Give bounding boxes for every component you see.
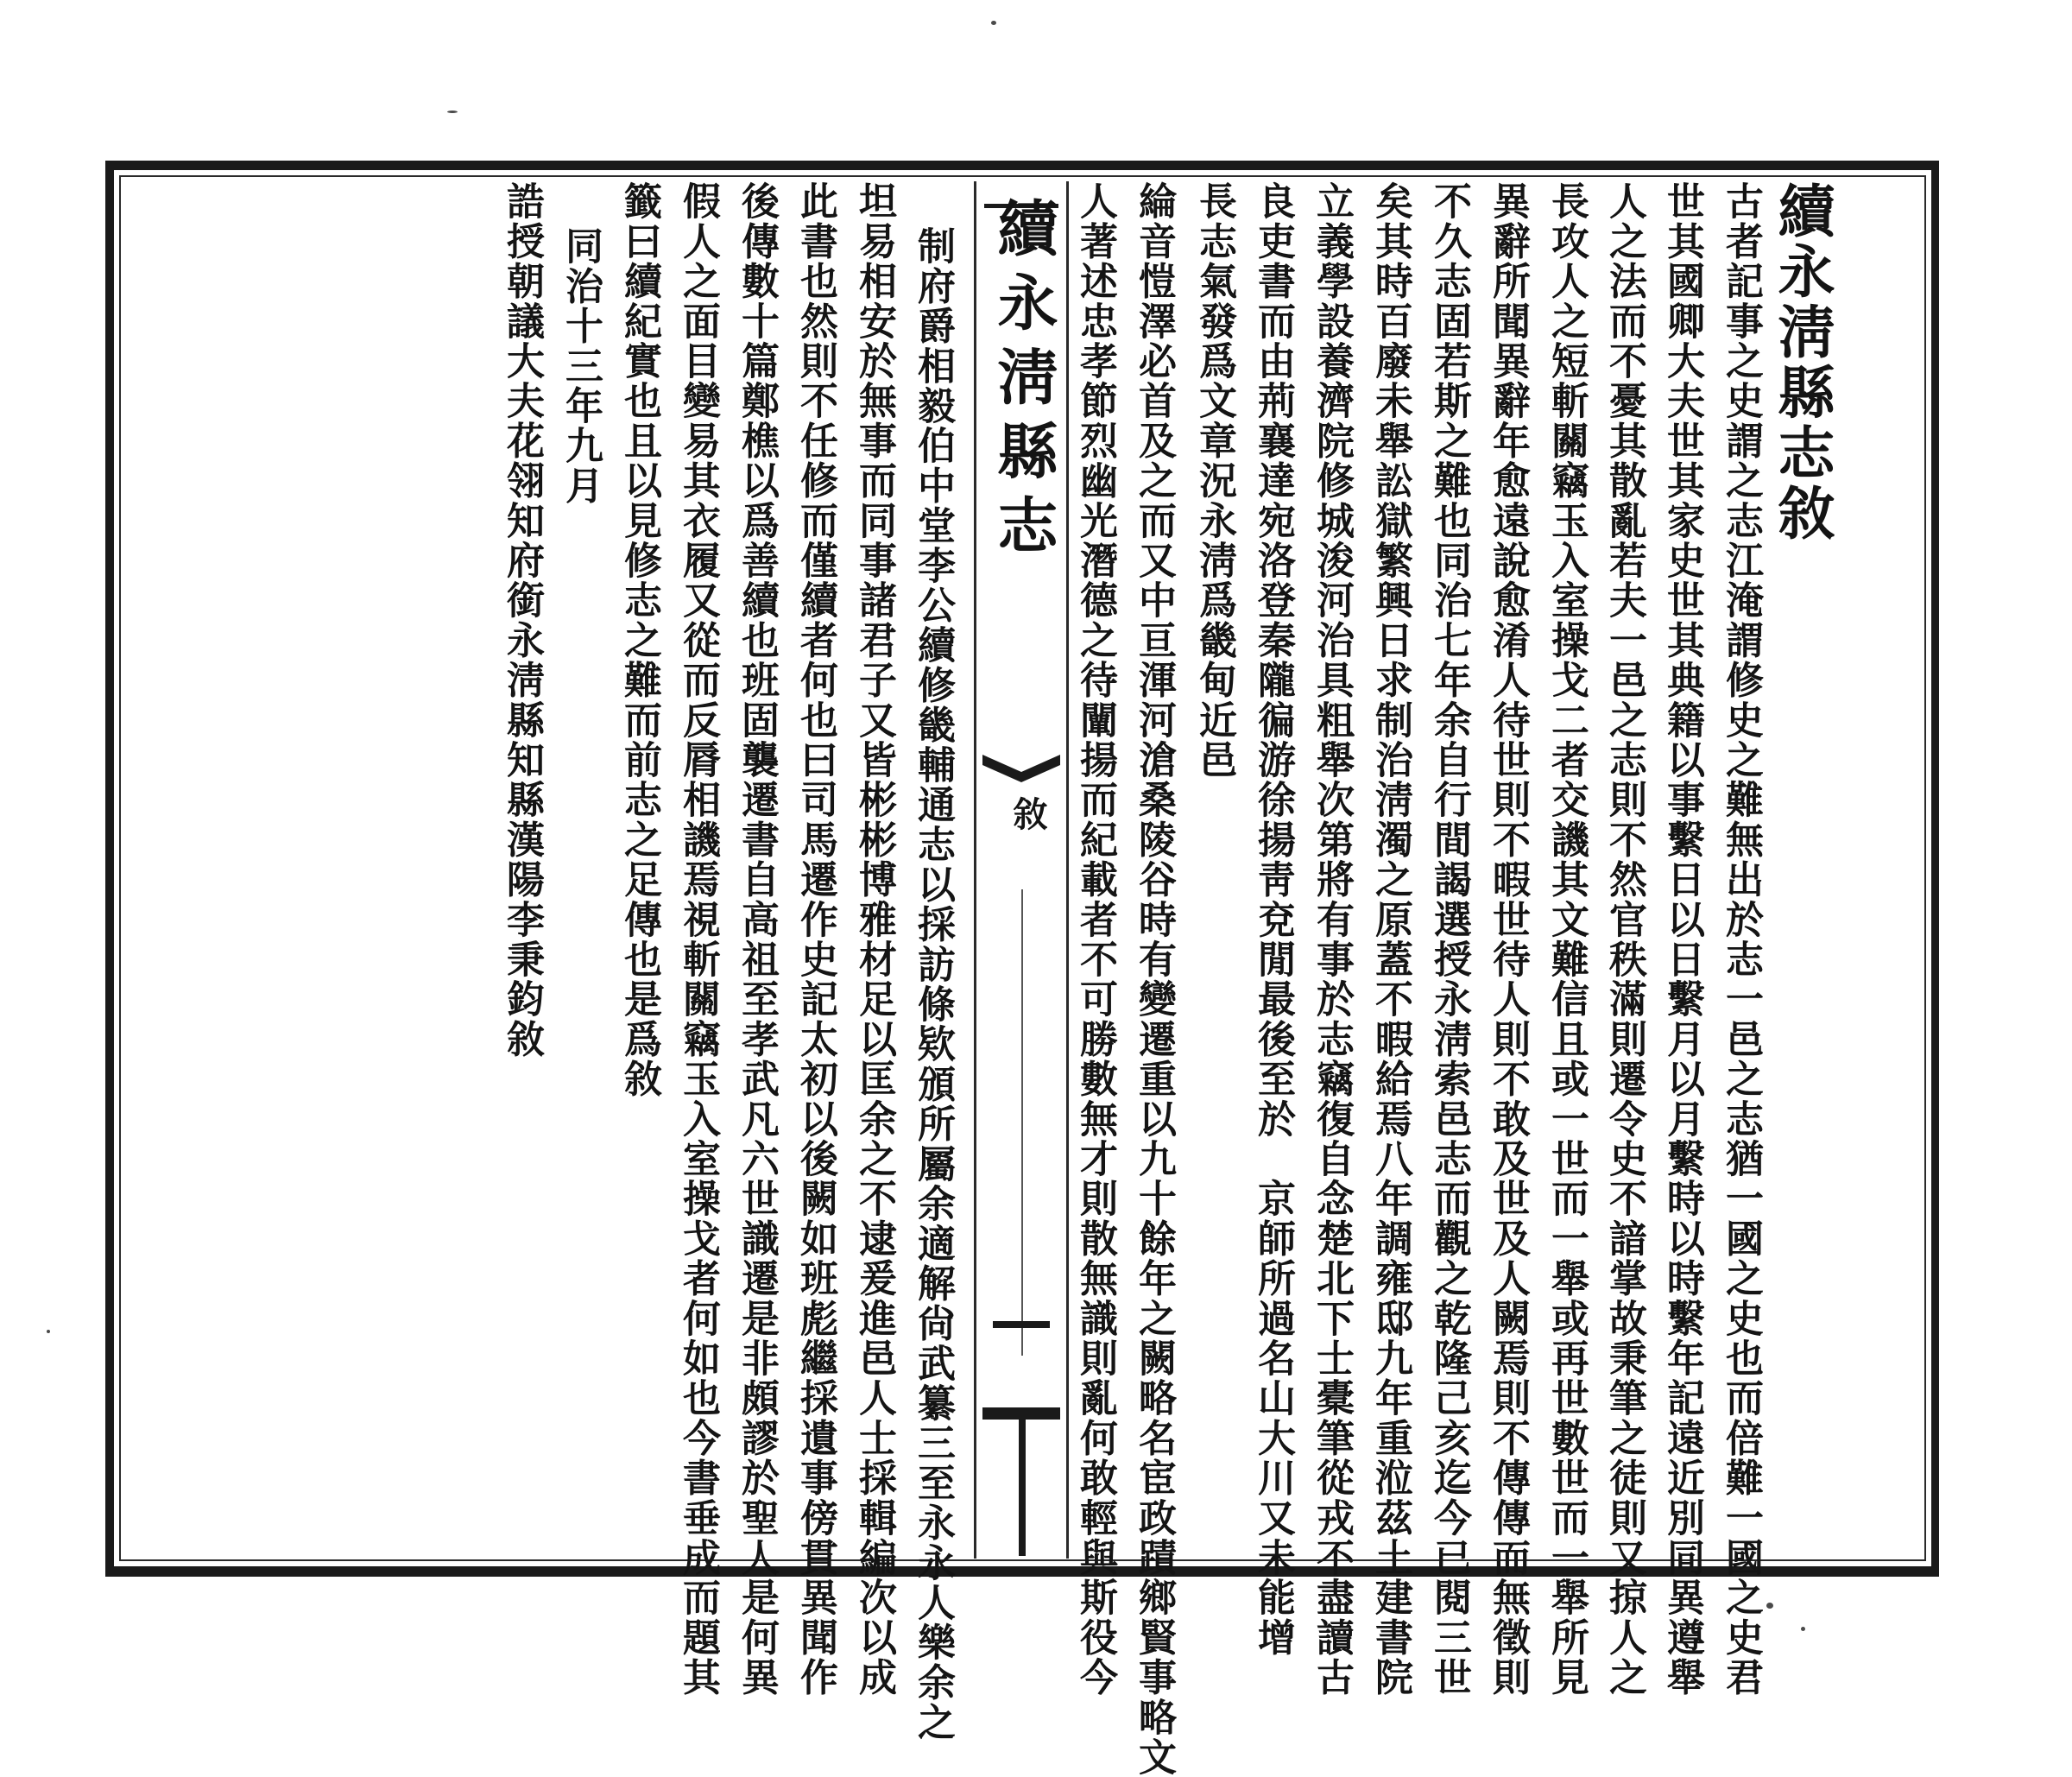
preface-title: 續永淸縣志敘 [1768,181,1835,544]
fold-book-title: 續永淸縣志 [988,197,1059,568]
text-column-l4: 坦易相安於無事而同事諸君子又皆彬彬博雅材足以匡余之不逮爰進邑人士採輯編次以成 [852,181,896,1698]
scan-speck [447,111,458,113]
fold-bottom-stem [1019,1418,1026,1556]
scan-speck [991,21,996,25]
scan-speck [47,1330,50,1333]
text-column-l3: 制府爵相毅伯中堂李公續修畿輔通志以採訪條欵頒所屬余適解尙武纂三至永永人樂余之 [911,226,955,1742]
text-column-r2: 世其國卿大夫世其家史世其典籍以事繫日以日繫月以月繫時以時繫年記遠近別同異遵舉 [1660,181,1704,1698]
fold-page-number [993,1321,1050,1328]
text-column-r7: 矣其時百廢未舉訟獄繁興日求制治淸濁之原蓋不暇給焉八年調雍邸九年重涖茲土建書院 [1368,181,1412,1698]
text-column-r10: 長志氣發爲文章況永淸爲畿甸近邑 [1192,181,1236,780]
scan-speck [1766,1603,1773,1609]
fishtail-mark [982,751,1060,782]
text-column-l2: 人著述忠孝節烈幽光潛德之待闡揚而紀載者不可勝數無才則散無識則亂何敢輕與斯役今 [1073,181,1117,1698]
text-column-r1: 古者記事之史謂之志江淹謂修史之難無出於志一邑之志猶一國之史也而倍難一國之史君 [1719,181,1763,1698]
fold-edge-right [1066,181,1069,1559]
text-column-r6: 不久志固若斯之難也同治七年余自行間謁選授永淸索邑志而觀之乾隆己亥迄今已閱三世 [1427,181,1471,1698]
text-column-l7: 假人之面目變易其衣履又從而反脣相譏焉視斬關竊玉入室操戈者何如也今書垂成而題其 [676,181,720,1698]
center-fold [974,181,1069,1563]
text-column-r4: 長攻人之短斬關竊玉入室操戈二者交譏其文難信且或一世而一舉或再世數世而一舉所見 [1545,181,1589,1698]
text-column-r3: 人之法而不憂其散亂若夫一邑之志則不然官秩滿則遷令史不諳掌故秉筆之徒則又掠人之 [1602,181,1646,1698]
text-column-l6: 後傳數十篇鄭樵以爲善續也班固襲遷書自高祖至孝武凡六世識遷是非頗謬於聖人是何異 [735,181,779,1698]
signature-column: 誥授朝議大夫花翎知府銜永淸縣知縣漢陽李秉鈞敘 [500,181,544,1059]
text-column-r5: 異辭所聞異辭年愈遠說愈淆人待世則不暇世待人則不敢及世及人闕焉則不傳傳而無徵則 [1486,181,1530,1698]
text-column-l5: 此書也然則不任修而僅續者何也曰司馬遷作史記太初以後闕如班彪繼採遺事傍貫異聞作 [793,181,837,1698]
text-column-l1: 綸音愷澤必首及之而又中亘渾河滄桑陵谷時有變遷重以九十餘年之闕略名宦政蹟鄉賢事略文 [1132,181,1176,1777]
fold-center-rule [1021,889,1023,1356]
text-column-l8: 籤曰續紀實也且以見修志之難而前志之足傳也是爲敘 [617,181,661,1099]
text-column-r9: 良吏書而由荊襄達宛洛登秦隴徧游徐揚靑兗閒最後至於 京師所過名山大川又未能增 [1251,181,1295,1658]
fold-edge-left [974,181,976,1559]
scan-speck [1801,1627,1805,1631]
text-column-r8: 立義學設養濟院修城浚河治具粗舉次第將有事於志竊復自念楚北下士橐筆從戎不盡讀古 [1310,181,1354,1698]
fold-section-label: 敘 [1008,796,1048,831]
date-column: 同治十三年九月 [559,226,603,506]
